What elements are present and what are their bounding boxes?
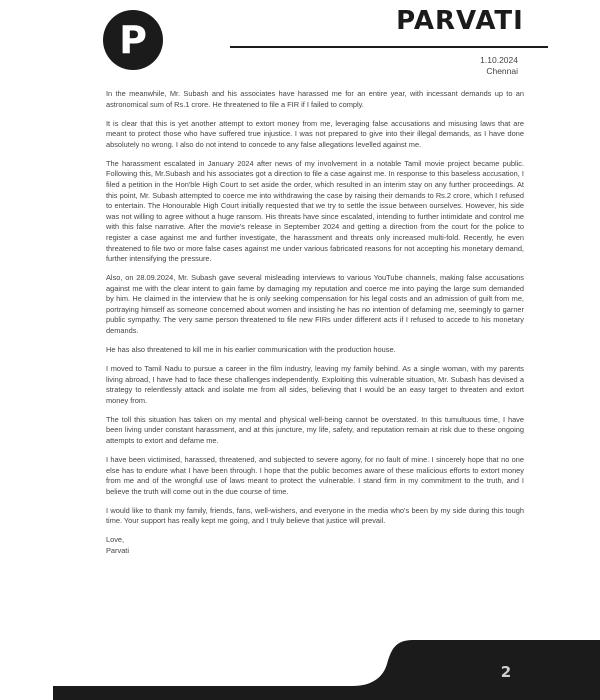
paragraph: I would like to thank my family, friends, fans, well-wishers, and everyone in the media who's been by my side during this tough time. Your support has really kept me going, and I truly believe that justice will prevail. xyxy=(106,505,524,526)
letter-body xyxy=(106,89,524,556)
letter-place: Chennai xyxy=(486,66,518,76)
logo-letter: P xyxy=(119,18,147,62)
paragraph: I have been victimised, harassed, threatened, and subjected to severe agony, for no fault of mine. I sincerely hope that no one else has to endure what I have been through. I hope that the public becomes aware of these malicious efforts to extort money from me and of the wrongful use of laws meant to protect the vulnerable. I stand firm in my commitment to the truth, and I believe the truth will come out in the due course of time. xyxy=(106,454,524,496)
paragraph: In the meanwhile, Mr. Subash and his associates have harassed me for an entire year, with incessant demands up to an astronomical sum of Rs.1 crore. He threatened to file a FIR if I failed to comply. xyxy=(106,89,524,109)
paragraph: The harassment escalated in January 2024 after news of my involvement in a notable Tamil movie project became public. Following this, Mr.Subash and his associates got a direction to file a case against me. In response to this baseless accusation, I filed a petition in the Hon'ble High Court to set aside the order, which resulted in an interim stay on any further proceedings. At this point, Mr. Subash attempted to coerce me into withdrawing the case by raising their demands to Rs.2 crore, which I refused to entertain. The Honourable High Court initially requested that we try to settle the issue between ourselves. However, his side was not willing to agree without a huge ransom. His threats have since escalated, intending to further intimidate and control me with this false narrative. After the movie's release in September 2024 and getting a direction from the court for the police to register a case against me and further investigate, the harassment and threats only increased multi-fold. Recently, he even threatened to file two or more false cases against me under various fabricated reasons for not accepting his monetary demand, further intensifying the pressure. xyxy=(106,158,524,264)
closing: Love, xyxy=(106,535,125,545)
brand-name: PARVATI xyxy=(396,6,524,36)
header-rule xyxy=(230,46,548,48)
signature: Parvati xyxy=(106,545,130,555)
brand-logo xyxy=(103,10,163,70)
letter-meta xyxy=(480,55,518,77)
page-number: 2 xyxy=(500,663,512,681)
paragraph: I moved to Tamil Nadu to pursue a career in the film industry, leaving my family behind. As a single woman, with my parents living abroad, I have had to face these challenges independently. Exploiting this vulnerable situation, Mr. Subash has devised a strategy to relentlessly attack and isolate me from all sides, believing that I would be an easy target to threaten and extort money from. xyxy=(106,364,524,405)
paragraph: It is clear that this is yet another attempt to extort money from me, leveraging false accusations and misusing laws that are meant to protect those who have suffered true injustice. I was not prepared to give into their illegal demands, as I have done absolutely no wrong. I also do not intend to concede to any false allegations levelled against me. xyxy=(106,118,524,149)
footer-band xyxy=(53,640,600,700)
letter-date: 1.10.2024 xyxy=(480,55,518,65)
paragraph: He has also threatened to kill me in his earlier communication with the production house. xyxy=(106,345,396,355)
paragraph: The toll this situation has taken on my mental and physical well-being cannot be overstated. In this tumultuous time, I have been living under constant harassment, and at this juncture, my life, safety, and reputation remain at risk due to these ongoing attempts to extort and defame me. xyxy=(106,414,524,445)
footer-shape xyxy=(53,640,600,700)
paragraph: Also, on 28.09.2024, Mr. Subash gave several misleading interviews to various YouTube channels, making false accusations against me with the clear intent to gain fame by damaging my reputation and coerce me into paying the large sum demanded by him. He claimed in the interview that he is only seeking compensation for his legal costs and an admission of guilt from me, portraying himself as someone concerned about women and insisting he has no intention of defaming me, seemingly to garner public sympathy. The very same person threatened to file new FIRs under different acts if I refused to accede to his monetary demands. xyxy=(106,273,524,336)
